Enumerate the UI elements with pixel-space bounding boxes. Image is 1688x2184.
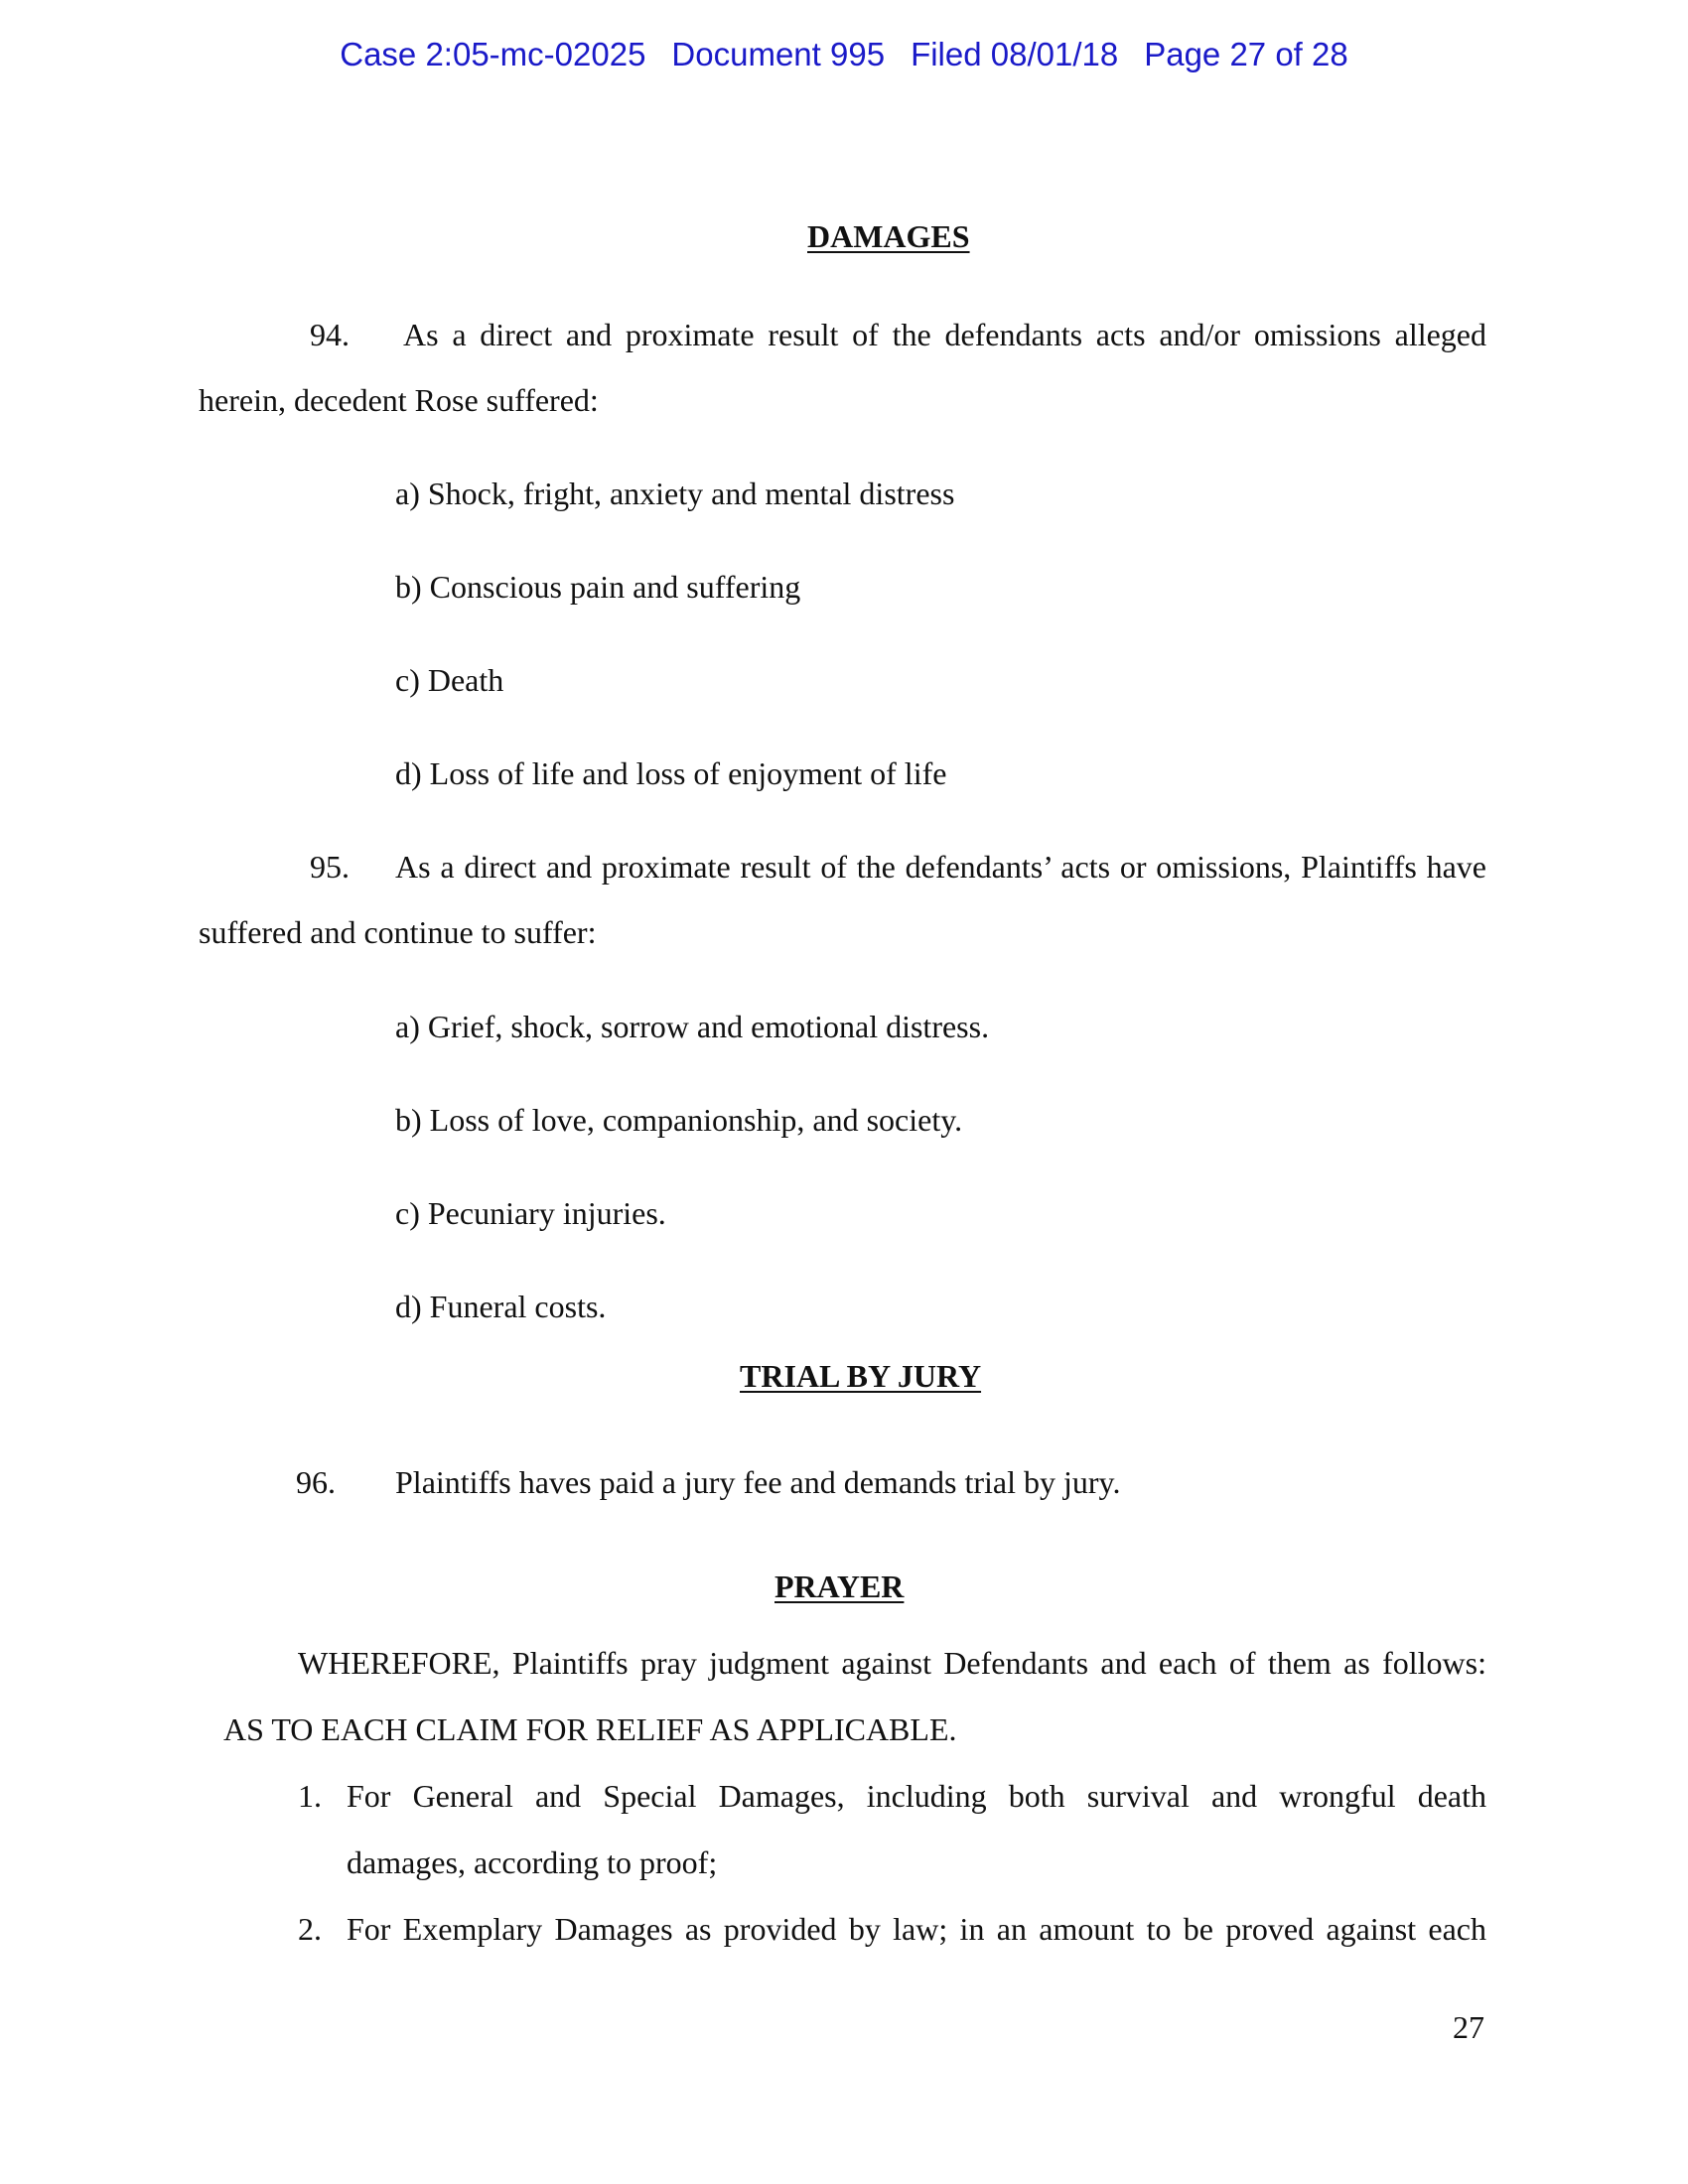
page-number: 27 [1453, 2009, 1484, 2045]
list-item: d) Funeral costs. [395, 1289, 607, 1324]
paragraph-94-line2: herein, decedent Rose suffered: [199, 382, 599, 418]
page-indicator: Page 27 of 28 [1144, 36, 1348, 72]
paragraph-94-number: 94. [310, 317, 350, 352]
prayer-intro: WHEREFORE, Plaintiffs pray judgment against Defendants and each of them as follows: [298, 1645, 1486, 1681]
prayer-item-1-line2: damages, according to proof; [347, 1844, 718, 1880]
list-item: c) Pecuniary injuries. [395, 1195, 666, 1231]
prayer-item-1-line1: For General and Special Damages, including both survival and wrongful death [347, 1778, 1486, 1814]
list-item: a) Shock, fright, anxiety and mental distress [395, 476, 955, 511]
list-item: d) Loss of life and loss of enjoyment of life [395, 755, 947, 791]
damages-heading: DAMAGES [807, 218, 970, 254]
document-number: Document 995 [671, 36, 886, 72]
paragraph-94-line1: As a direct and proximate result of the defendants acts and/or omissions alleged [403, 317, 1486, 352]
prayer-item-2-line1: For Exemplary Damages as provided by law; in an amount to be proved against each [347, 1911, 1486, 1947]
case-number: Case 2:05-mc-02025 [340, 36, 646, 72]
filed-date: Filed 08/01/18 [911, 36, 1119, 72]
list-item: c) Death [395, 662, 504, 698]
list-item: a) Grief, shock, sorrow and emotional distress. [395, 1009, 990, 1044]
filing-header [0, 36, 1688, 73]
prayer-heading: PRAYER [774, 1569, 905, 1604]
list-item: b) Conscious pain and suffering [395, 569, 801, 605]
paragraph-95-number: 95. [310, 849, 350, 885]
prayer-subhead: AS TO EACH CLAIM FOR RELIEF AS APPLICABLE. [223, 1711, 957, 1747]
list-item: b) Loss of love, companionship, and society. [395, 1102, 963, 1138]
trial-by-jury-heading: TRIAL BY JURY [740, 1358, 982, 1394]
paragraph-96-number: 96. [296, 1464, 336, 1500]
paragraph-96-text: Plaintiffs haves paid a jury fee and demands trial by jury. [395, 1464, 1121, 1500]
prayer-item-2-number: 2. [298, 1911, 322, 1947]
prayer-item-1-number: 1. [298, 1778, 322, 1814]
paragraph-95-line1: As a direct and proximate result of the defendants’ acts or omissions, Plaintiffs have [395, 849, 1486, 885]
paragraph-95-line2: suffered and continue to suffer: [199, 914, 597, 950]
